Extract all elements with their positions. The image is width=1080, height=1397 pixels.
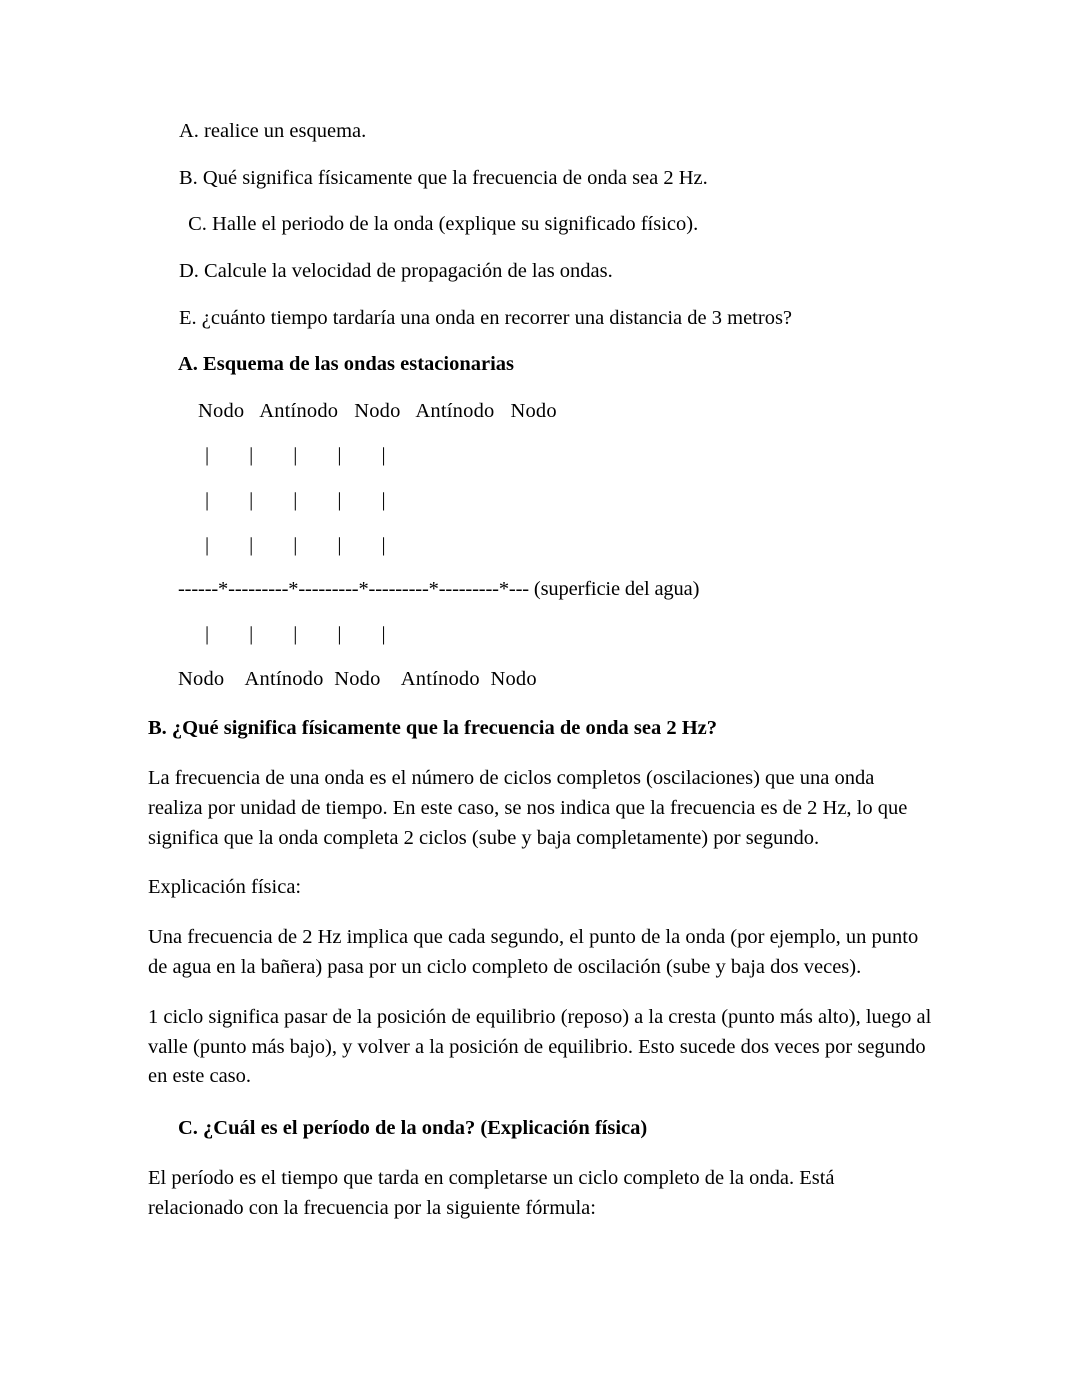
document-body <box>148 118 932 1224</box>
spacer <box>148 692 932 715</box>
section-c <box>148 1115 932 1223</box>
section-b-heading: B. ¿Qué significa físicamente que la frecuencia de onda sea 2 Hz? <box>148 717 718 740</box>
spacer <box>148 1142 932 1164</box>
spacer <box>148 1092 932 1115</box>
section-c-paragraph-1: El período es el tiempo que tarda en completarse un ciclo completo de la onda. Está relacionado con la frecuencia por la siguiente fórmula: <box>148 1166 835 1219</box>
schematic-labels-top: Nodo Antínodo Nodo Antínodo Nodo <box>198 399 557 422</box>
spacer <box>148 742 932 764</box>
schematic-pipe-row-3: | | | | | <box>205 533 389 556</box>
schematic-pipe-row-2: | | | | | <box>205 489 389 512</box>
spacer <box>148 378 932 398</box>
section-c-heading: C. ¿Cuál es el período de la onda? (Explicación física) <box>178 1117 648 1140</box>
schematic-pipe-row-1: | | | | | <box>205 444 389 467</box>
section-a-heading: A. Esquema de las ondas estacionarias <box>178 353 515 376</box>
question-item-c: C. Halle el periodo de la onda (explique su significado físico). <box>183 213 699 236</box>
question-item-e: E. ¿cuánto tiempo tardaría una onda en recorrer una distancia de 3 metros? <box>179 306 793 329</box>
section-b-explanation-label: Explicación física: <box>148 876 302 899</box>
question-item-b: B. Qué significa físicamente que la frecuencia de onda sea 2 Hz. <box>179 166 708 189</box>
question-item-d: D. Calcule la velocidad de propagación de las ondas. <box>179 259 613 282</box>
spacer <box>148 558 932 576</box>
schematic-water-surface-line: ------*---------*---------*---------*---------*--- (superficie del agua) <box>178 578 700 601</box>
spacer <box>148 514 932 532</box>
spacer <box>148 469 932 487</box>
spacer <box>148 903 932 923</box>
schematic-labels-bottom: Nodo Antínodo Nodo Antínodo Nodo <box>178 667 537 690</box>
question-list <box>148 118 932 331</box>
section-a <box>148 351 932 692</box>
spacer <box>148 853 932 873</box>
section-b-paragraph-1: La frecuencia de una onda es el número de ciclos completos (oscilaciones) que una onda realiza por unidad de tiempo. En este caso, se nos indica que la frecuencia es de 2 Hz, lo que significa que la onda completa 2 ciclos (sube y baja completamente) por segundo. <box>148 766 908 849</box>
spacer <box>148 983 932 1003</box>
schematic-pipe-row-4: | | | | | <box>205 623 389 646</box>
spacer <box>148 603 932 621</box>
section-b-paragraph-2: Una frecuencia de 2 Hz implica que cada segundo, el punto de la onda (por ejemplo, un punto de agua en la bañera) pasa por un ciclo completo de oscilación (sube y baja dos veces). <box>148 926 919 979</box>
spacer <box>148 648 932 666</box>
question-item-a: A. realice un esquema. <box>179 120 367 142</box>
spacer <box>148 424 932 442</box>
standing-wave-ascii-schematic <box>148 398 932 692</box>
section-b-paragraph-3: 1 ciclo significa pasar de la posición de equilibrio (reposo) a la cresta (punto más alto), luego al valle (punto más bajo), y volver a la posición de equilibrio. Esto sucede dos veces por segundo en este caso. <box>148 1005 932 1088</box>
section-b <box>148 715 932 1092</box>
